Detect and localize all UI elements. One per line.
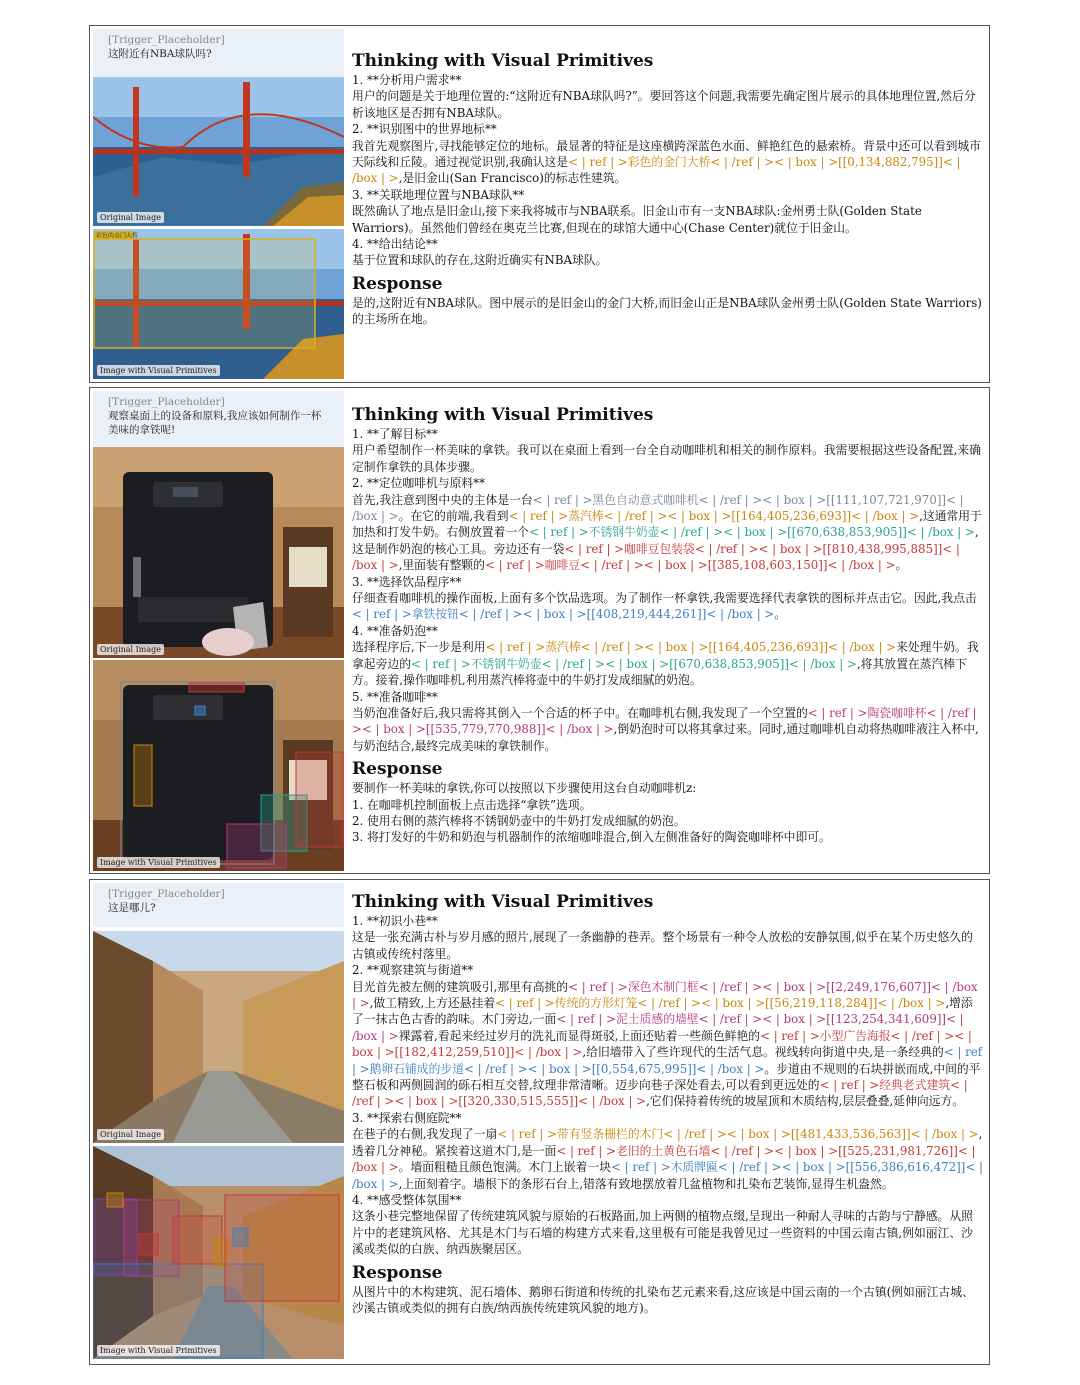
golden-gate-annotated-photo (93, 229, 344, 379)
golden-gate-photo (93, 77, 344, 226)
step-heading: 4. **给出结论** (352, 237, 438, 252)
question-box (93, 883, 344, 927)
trigger-placeholder: [Trigger_Placeholder] (108, 34, 225, 46)
reasoning-column (352, 50, 984, 328)
grounding-ref: < | ref | >咖啡豆包装袋< | /ref | >< | box | >[[810,438,995,885]]< | /box | > (352, 541, 960, 573)
grounding-ref: < | ref | >拿铁按钮< | /ref | >< | box | >[[408,219,444,261]]< | /box | > (352, 607, 775, 622)
grounding-ref: < | ref | >鹅卵石铺成的步道< | /ref | >< | box | >[[0,554,675,995]]< | /box | > (352, 1045, 983, 1076)
alley-photo (93, 931, 344, 1143)
step-heading: 2. **观察建筑与街道** (352, 963, 474, 978)
step-text: 基于位置和球队的存在,这附近确实有NBA球队。 (352, 253, 608, 268)
left-column (93, 883, 344, 927)
response-title: Response (352, 1262, 443, 1283)
thinking-title: Thinking with Visual Primitives (352, 51, 654, 71)
visual-primitives-image (93, 1146, 344, 1359)
left-column (93, 391, 344, 447)
example-panel-3 (89, 879, 990, 1365)
step-text: 用户希望制作一杯美味的拿铁。我可以在桌面上看到一台全自动咖啡机和相关的制作原料。我需要根据这些设备配置,来确定制作拿铁的具体步骤。 (352, 443, 981, 474)
step-text: 我首先观察图片,寻找能够定位的地标。最显著的特征是这座横跨深蓝色水面、鲜艳红色的悬索桥。背景中还可以看到城市天际线和丘陵。通过视觉识别,我确认这是< | ref | >彩色的金门大桥< | /ref | >< | box | >[[0,134,882,795]]< | /box | >,是旧金山(San Francisco)的标志性建筑。 (352, 138, 981, 186)
grounding-ref: < | ref | >深色木制门框< | /ref | >< | box | >[[2,249,176,607]]< | /box | > (352, 979, 978, 1011)
step-text: 仔细查看咖啡机的操作面板,上面有多个饮品选项。为了制作一杯拿铁,我需要选择代表拿铁的图标并点击它。因此,我点击< | ref | >拿铁按钮< | /ref | >< | box | >[[408,219,444,261]]< | /box | >。 (352, 591, 977, 622)
user-question: 这附近有NBA球队吗? (108, 48, 212, 60)
response-text: 要制作一杯美味的拿铁,你可以按照以下步骤使用这台自动咖啡机z: (352, 781, 697, 796)
step-heading: 1. **初识小巷** (352, 914, 438, 928)
box-posters (139, 1234, 158, 1255)
grounding-ref: < | ref | >不锈钢牛奶壶< | /ref | >< | box | >[[670,638,853,905]]< | /box | > (411, 656, 857, 671)
step-heading: 3. **选择饮品程序** (352, 574, 462, 589)
response-text: 1. 在咖啡机控制面板上点击选择“拿铁”选项。 (352, 797, 592, 812)
grounding-ref: < | ref | >老旧的土黄色石墙< | /ref | >< | box | >[[525,231,981,726]]< | /box | > (352, 1143, 976, 1175)
box-lantern (107, 1193, 123, 1207)
step-heading: 3. **探索右侧庭院** (352, 1110, 462, 1125)
thinking-title: Thinking with Visual Primitives (352, 405, 654, 425)
grounding-ref: < | ref | >不锈钢牛奶壶< | /ref | >< | box | >[[670,638,853,905]]< | /box | > (528, 525, 975, 540)
question-box (93, 391, 344, 447)
grounding-ref: < | ref | >蒸汽棒< | /ref | >< | box | >[[164,405,236,693]]< | /box | > (508, 509, 920, 524)
box-steam-wand (134, 745, 152, 806)
box-bean-bag (296, 752, 343, 847)
reasoning-column (352, 404, 984, 846)
box-stone-wall (225, 1195, 339, 1301)
step-text: 这条小巷完整地保留了传统建筑风貌与原始的石板路面,加上两侧的植物点缀,呈现出一种耐人寻味的古韵与宁静感。从照片中的老建筑风格、尤其是木门与石墙的构建方式来看,这里极有可能是我曾见过一些资料的中国云南古镇,例如丽江、沙溪或类似的白族、纳西族聚居区。 (352, 1209, 973, 1257)
step-heading: 4. **感受整体氛围** (352, 1192, 462, 1207)
coffee-machine-photo (93, 447, 344, 658)
grounding-ref: < | ref | >黑色自动意式咖啡机< | /ref | >< | box | >[[111,107,721,970]]< | /box | > (352, 492, 964, 524)
step-text: 这是一张充满古朴与岁月感的照片,展现了一条幽静的巷弄。整个场景有一种令人放松的安静氛围,似乎在某个历史悠久的古镇或传统村落里。 (352, 930, 973, 961)
grounding-ref: < | ref | >咖啡豆< | /ref | >< | box | >[[385,108,603,150]]< | /box | > (484, 558, 896, 573)
response-text: 从图片中的木构建筑、泥石墙体、鹅卵石街道和传统的扎染布艺元素来看,这应该是中国云南的一个古镇(例如丽江古城、沙溪古镇或类似的拥有白族/纳西族传统建筑风貌的地方)。 (352, 1284, 974, 1315)
grounding-ref: < | ref | >带有竖条栅栏的木门< | /ref | >< | box | >[[481,433,536,563]]< | /box | > (497, 1127, 979, 1142)
step-text: 用户的问题是关于地理位置的:“这附近有NBA球队吗?”。要回答这个问题,我需要先确定图片展示的具体地理位置,然后分析该地区是否拥有NBA球队。 (352, 89, 976, 120)
box-latte-button (195, 706, 205, 715)
visual-primitives-image (93, 660, 344, 871)
overlay-tag: 彩色的金门大桥 (96, 232, 139, 240)
step-heading: 3. **关联地理位置与NBA球队** (352, 187, 525, 202)
visual-primitives-label: Image with Visual Primitives (97, 1345, 220, 1356)
step-text: 目光首先被左侧的建筑吸引,那里有高挑的< | ref | >深色木制门框< | /ref | >< | box | >[[2,249,176,607]]< | /box | >,做工精致,上方还悬挂着< | ref | >传统的方形灯笼< | /ref | >< | box | >[[56,219,118,284]]< | /box | >,增添了一抹古色古香的韵味。木门旁边,一面< | ref | >泥土质感的墙壁< | /ref | >< | box | >[[123,254,341,609]]< | /box | >裸露着,看起来经过岁月的洗礼而显得斑驳,上面还贴着一些颜色鲜艳的< | ref | >小型广告海报< | /ref | >< | box | >[[182,412,259,510]]< | /box | >,给旧墙带入了些许现代的生活气息。视线转向街道中央,是一条经典的< | ref | >鹅卵石铺成的步道< | /ref | >< | box | >[[0,554,675,995]]< | /box | >。步道由不规则的石块拼嵌而成,中间的平整石板和两侧圆润的砾石相互交替,纹理非常清晰。迈步向巷子深处看去,可以看到更远处的< | ref | >经典老式建筑< | /ref | >< | box | >[[320,330,515,555]]< | /box | >,它们保持着传统的坡屋顶和木质结构,层层叠叠,延伸向远方。 (352, 979, 983, 1109)
step-heading: 5. **准备咖啡** (352, 689, 438, 704)
thinking-title: Thinking with Visual Primitives (352, 892, 654, 912)
grounding-ref: < | ref | >蒸汽棒< | /ref | >< | box | >[[164,405,236,693]]< | /box | > (485, 640, 897, 655)
bounding-box-golden-gate (94, 239, 315, 348)
grounding-ref: < | ref | >传统的方形灯笼< | /ref | >< | box | >[[56,219,118,284]]< | /box | > (495, 996, 946, 1011)
trigger-placeholder: [Trigger_Placeholder] (108, 888, 225, 900)
original-image (93, 77, 344, 226)
response-text: 是的,这附近有NBA球队。图中展示的是旧金山的金门大桥,而旧金山正是NBA球队金州勇士队(Golden State Warriors)的主场所在地。 (352, 295, 982, 327)
step-heading: 1. **了解目标** (352, 427, 438, 441)
response-title: Response (352, 273, 443, 294)
response-title: Response (352, 759, 443, 780)
box-coffee-beans (189, 683, 244, 692)
visual-primitives-image (93, 229, 344, 379)
original-image-label: Original Image (97, 644, 164, 655)
left-column (93, 29, 344, 77)
grounding-ref: < | ref | >彩色的金门大桥< | /ref | >< | box | >[[0,134,882,795]]< | /box | > (352, 155, 961, 186)
box-ceramic-cup (227, 824, 286, 868)
response-text: 2. 使用右侧的蒸汽棒将不锈钢奶壶中的牛奶打发成细腻的奶泡。 (352, 813, 686, 828)
example-panel-1 (89, 25, 990, 383)
visual-primitives-label: Image with Visual Primitives (97, 365, 220, 376)
reasoning-column (352, 891, 984, 1316)
grounding-ref: < | ref | >陶瓷咖啡杯< | /ref | >< | box | >[[535,779,770,988]]< | /box | > (352, 705, 977, 737)
alley-annotated-photo (93, 1146, 344, 1359)
grounding-ref: < | ref | >小型广告海报< | /ref | >< | box | >[[182,412,259,510]]< | /box | > (352, 1028, 972, 1060)
grounding-ref: < | ref | >泥土质感的墙壁< | /ref | >< | box | >[[123,254,341,609]]< | /box | > (352, 1012, 964, 1043)
original-image (93, 447, 344, 658)
trigger-placeholder: [Trigger_Placeholder] (108, 396, 225, 408)
user-question: 这是哪儿? (108, 902, 156, 914)
step-text: 既然确认了地点是旧金山,接下来我将城市与NBA联系。旧金山市有一支NBA球队:金州勇士队(Golden State Warriors)。虽然他们曾经在奥克兰比赛,但现在的球馆大通中心(Chase Center)就位于旧金山。 (352, 204, 922, 235)
step-heading: 4. **准备奶泡** (352, 623, 438, 638)
original-image-label: Original Image (97, 212, 164, 223)
user-question: 观察桌面上的设备和原料,我应该如何制作一杯美味的拿铁呢! (108, 410, 322, 436)
original-image-label: Original Image (97, 1129, 164, 1140)
step-heading: 2. **识别图中的世界地标** (352, 122, 497, 137)
step-text: 首先,我注意到图中央的主体是一台< | ref | >黑色自动意式咖啡机< | /ref | >< | box | >[[111,107,721,970]]< | /box | >。在它的前端,我看到< | ref | >蒸汽棒< | /ref | >< | box | >[[164,405,236,693]]< | /box | >,这通常用于加热和打发牛奶。右侧放置着一个< | ref | >不锈钢牛奶壶< | /ref | >< | box | >[[670,638,853,905]]< | /box | >,这是制作奶泡的核心工具。旁边还有一袋< | ref | >咖啡豆包装袋< | /ref | >< | box | >[[810,438,995,885]]< | /box | >,里面装有整颗的< | ref | >咖啡豆< | /ref | >< | box | >[[385,108,603,150]]< | /box | >。 (352, 492, 982, 573)
step-heading: 1. **分析用户需求** (352, 73, 462, 87)
original-image (93, 931, 344, 1143)
grounding-ref: < | ref | >经典老式建筑< | /ref | >< | box | >[[320,330,515,555]]< | /box | > (352, 1078, 968, 1109)
step-text: 当奶泡准备好后,我只需将其倒入一个合适的杯子中。在咖啡机右侧,我发现了一个空置的< | ref | >陶瓷咖啡杯< | /ref | >< | box | >[[535,779,770,988]]< | /box | >,倒奶泡时可以将其拿过来。同时,通过咖啡机自动将热咖啡液注入杯中,与奶泡结合,最终完成美味的拿铁制作。 (352, 705, 979, 753)
step-heading: 2. **定位咖啡机与原料** (352, 476, 485, 491)
box-plaque (233, 1228, 248, 1246)
visual-primitives-label: Image with Visual Primitives (97, 857, 220, 868)
response-text: 3. 将打发好的牛奶和奶泡与机器制作的浓缩咖啡混合,倒入左侧准备好的陶瓷咖啡杯中即可。 (352, 830, 831, 845)
step-text: 选择程序后,下一步是利用< | ref | >蒸汽棒< | /ref | >< | box | >[[164,405,236,693]]< | /box | >来处理牛奶。我拿起旁边的< | ref | >不锈钢牛奶壶< | /ref | >< | box | >[[670,638,853,905]]< | /box | >,将其放置在蒸汽棒下方。接着,操作咖啡机,利用蒸汽棒将壶中的牛奶打发成细腻的奶泡。 (352, 640, 979, 688)
grounding-ref: < | ref | >木质牌匾< | /ref | >< | box | >[[556,386,616,472]]< | /box | > (352, 1160, 983, 1191)
example-panel-2 (89, 387, 990, 874)
coffee-machine-annotated-photo (93, 660, 344, 871)
question-box (93, 29, 344, 77)
step-text: 在巷子的右侧,我发现了一扇< | ref | >带有竖条栅栏的木门< | /ref | >< | box | >[[481,433,536,563]]< | /box | >,透着几分神秘。紧挨着这道木门,是一面< | ref | >老旧的土黄色石墙< | /ref | >< | box | >[[525,231,981,726]]< | /box | >。墙面粗糙且颜色饱满。木门上嵌着一块< | ref | >木质牌匾< | /ref | >< | box | >[[556,386,616,472]]< | /box | >,上面刻着字。墙根下的条形石台上,错落有致地摆放着几盆植物和扎染布艺装饰,显得生机盎然。 (352, 1127, 983, 1191)
